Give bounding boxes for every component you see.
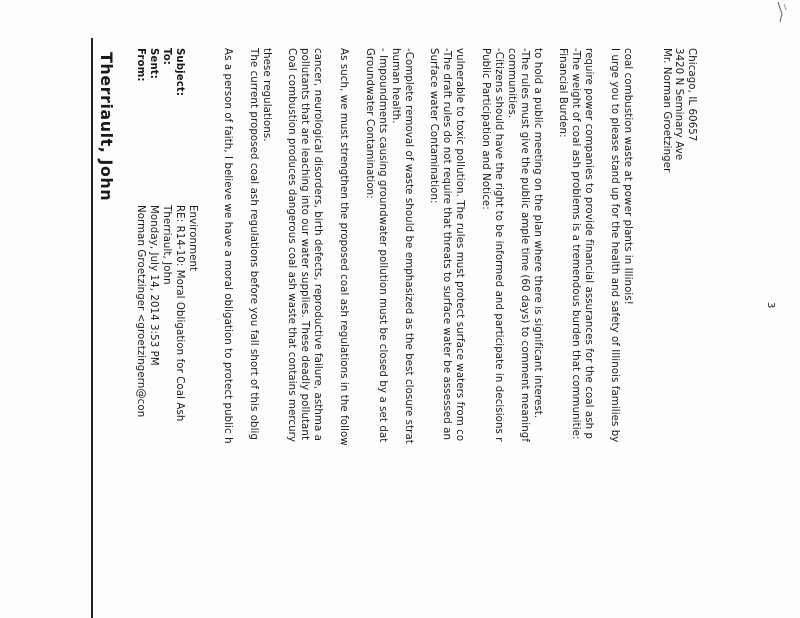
header-label: From: (135, 48, 146, 82)
header-value: Monday, July 14, 2014 3:53 PM (148, 205, 159, 366)
body-line: cancer, neurological disorders, birth defects, reproductive failure, asthma a (312, 48, 323, 441)
body-line: As such, we must strengthen the proposed coal ash regulations in the follow (338, 48, 349, 446)
body-line: Chicago, IL 60657 (686, 48, 697, 142)
header-label: To: (161, 48, 172, 65)
scan-artifact-mark (770, 0, 800, 26)
body-line: -The rules must give the public ample time (60 days) to comment meaningf (519, 48, 530, 443)
header-value: Norman Groetzinger <groetzingern@con (135, 205, 146, 418)
body-line: Groundwater Contamination: (364, 48, 375, 199)
body-line: Financial Burden: (557, 48, 568, 138)
body-line: Mr. Norman Groetzinger (661, 48, 672, 173)
body-line: 3420 N Seminary Ave (673, 48, 684, 161)
sender-name-title: Therriault, John (97, 52, 116, 202)
header-value: RE: R14-10: Moral Obligation for Coal Ash (174, 205, 185, 422)
title-rule (91, 38, 93, 618)
header-label: Subject: (174, 48, 185, 97)
body-line: As a person of faith, I believe we have a moral obligation to protect public h (222, 48, 233, 444)
body-line: human health. (390, 48, 401, 124)
body-line: -The draft rules do not require that threats to surface water be assessed an (441, 48, 452, 441)
body-line: -Citizens should have the right to be informed and participate in decisions r (493, 48, 504, 442)
page-number: 3 (765, 302, 776, 309)
header-label: Sent: (148, 48, 159, 79)
body-line: to hold a public meeting on the plan where there is significant interest. (532, 48, 543, 419)
body-line: require power companies to provide financial assurances for the coal ash p (583, 48, 594, 440)
body-line: - Impoundments causing groundwater pollution must be closed by a set dat (377, 48, 388, 443)
body-line: coal combustion waste at power plants in Illinois! (622, 48, 633, 305)
header-value: Environment (187, 205, 198, 272)
body-line: The current proposed coal ash regulations before you fall short of this oblig (248, 48, 259, 441)
body-line: pollutants that are leaching into our water supplies. These deadly pollutant (299, 48, 310, 441)
body-line: these regulations. (261, 48, 272, 142)
body-line: Public Participation and Notice: (480, 48, 491, 210)
body-line: Coal combustion produces dangerous coal ash waste that contains mercury (286, 48, 297, 443)
body-line: -The weight of coal ash problems is a tremendous burden that communitie: (570, 48, 581, 440)
body-line: vulnerable to toxic pollution. The rules must protect surface waters from co (454, 48, 465, 442)
body-line: communities. (506, 48, 517, 119)
body-line: I urge you to please stand up for the health and safety of Illinois families by (609, 48, 620, 443)
header-value: Therriault, John (161, 205, 172, 285)
body-line: Surface water Contamination: (428, 48, 439, 204)
body-line: -Complete removal of waste should be emphasized as the best closure strat (403, 48, 414, 444)
